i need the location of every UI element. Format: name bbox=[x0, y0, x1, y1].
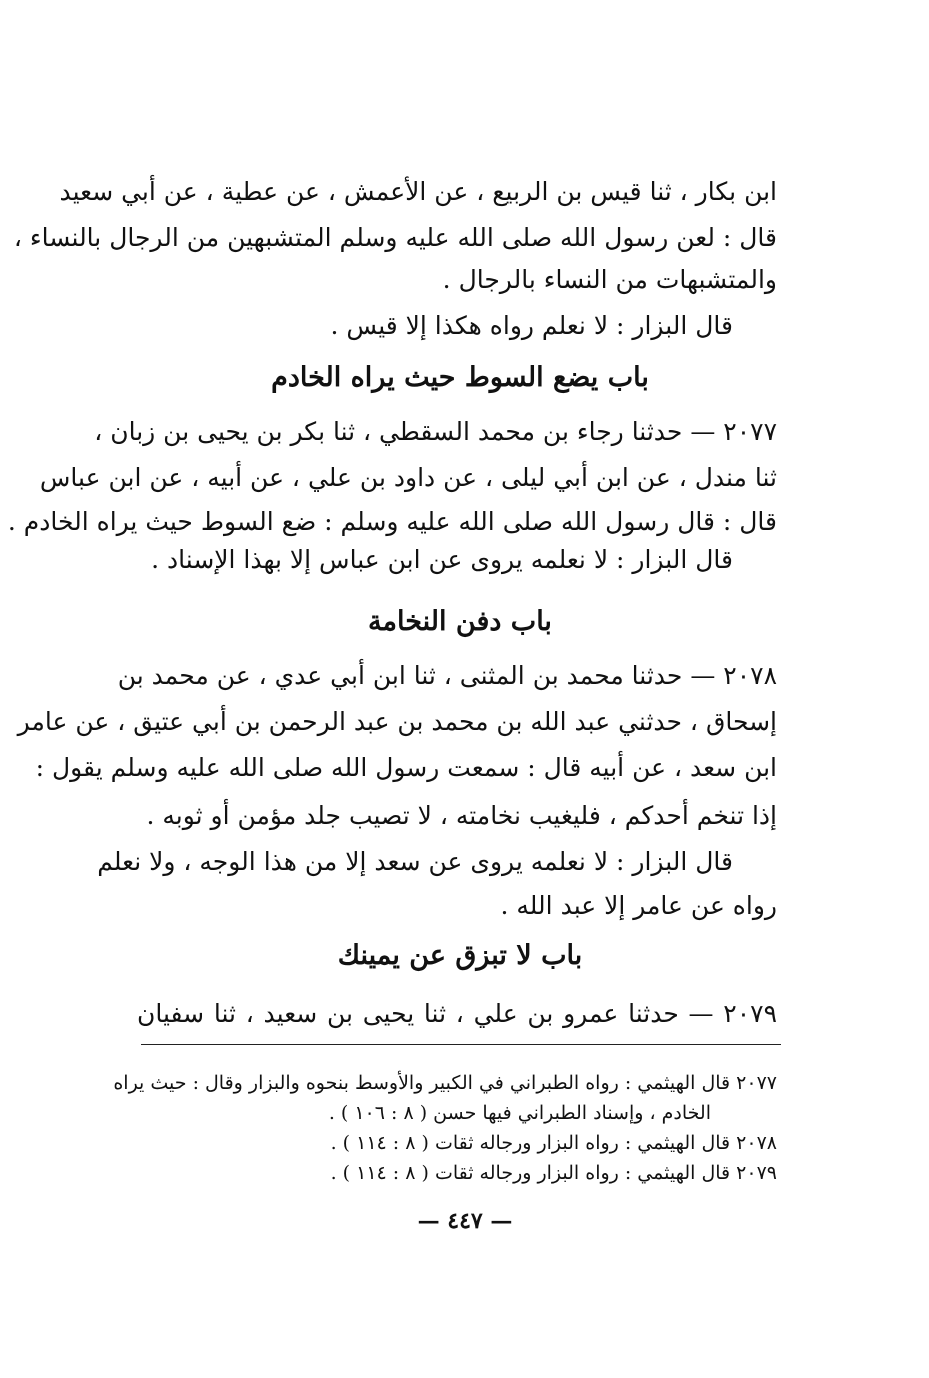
hadith-line: إذا تنخم أحدكم ، فليغيب نخامته ، لا تصيب جلد مؤمن أو ثوبه . bbox=[146, 801, 777, 830]
chapter-heading: باب لا تبزق عن يمينك bbox=[337, 940, 583, 971]
hadith-line: إسحاق ، حدثني عبد الله بن محمد بن عبد الرحمن بن أبي عتيق ، عن عامر bbox=[17, 707, 777, 736]
text-line: والمتشبهات من النساء بالرجال . bbox=[442, 265, 777, 294]
footnote: ٢٠٧٧ قال الهيثمي : رواه الطبراني في الكبير والأوسط بنحوه والبزار وقال : حيث يراه bbox=[113, 1072, 777, 1094]
hadith-line: ثنا مندل ، عن ابن أبي ليلى ، عن داود بن علي ، عن أبيه ، عن ابن عباس bbox=[39, 463, 777, 492]
hadith-line: ٢٠٧٩ — حدثنا عمرو بن علي ، ثنا يحيى بن سعيد ، ثنا سفيان bbox=[137, 999, 777, 1028]
chapter-heading: باب دفن النخامة bbox=[368, 606, 552, 637]
hadith-line: ٢٠٧٧ — حدثنا رجاء بن محمد السقطي ، ثنا بكر بن يحيى بن زبان ، bbox=[94, 417, 777, 446]
hadith-line: ٢٠٧٨ — حدثنا محمد بن المثنى ، ثنا ابن أبي عدي ، عن محمد بن bbox=[117, 661, 777, 690]
hadith-line: ابن سعد ، عن أبيه قال : سمعت رسول الله صلى الله عليه وسلم يقول : bbox=[35, 753, 777, 782]
chapter-heading: باب يضع السوط حيث يراه الخادم bbox=[271, 362, 649, 393]
hadith-line: قال البزار : لا نعلمه يروى عن سعد إلا من هذا الوجه ، ولا نعلم bbox=[97, 847, 733, 876]
footnote: ٢٠٧٩ قال الهيثمي : رواه البزار ورجاله ثقات ( ٨ : ١١٤ ) . bbox=[330, 1162, 777, 1184]
footnote: الخادم ، وإسناد الطبراني فيها حسن ( ٨ : ١٠٦ ) . bbox=[328, 1102, 711, 1124]
footnote-divider bbox=[141, 1044, 781, 1045]
page-number: — ٤٤٧ — bbox=[417, 1208, 513, 1234]
footnote: ٢٠٧٨ قال الهيثمي : رواه البزار ورجاله ثقات ( ٨ : ١١٤ ) . bbox=[330, 1132, 777, 1154]
hadith-line: رواه عن عامر إلا عبد الله . bbox=[500, 891, 777, 920]
hadith-line: قال البزار : لا نعلمه يروى عن ابن عباس إلا بهذا الإسناد . bbox=[151, 545, 733, 574]
text-line: قال البزار : لا نعلم رواه هكذا إلا قيس . bbox=[330, 311, 733, 340]
hadith-line: قال : قال رسول الله صلى الله عليه وسلم : ضع السوط حيث يراه الخادم . bbox=[7, 507, 777, 536]
text-line: قال : لعن رسول الله صلى الله عليه وسلم المتشبهين من الرجال بالنساء ، bbox=[13, 223, 777, 252]
text-line: ابن بكار ، ثنا قيس بن الربيع ، عن الأعمش ، عن عطية ، عن أبي سعيد bbox=[59, 177, 777, 206]
